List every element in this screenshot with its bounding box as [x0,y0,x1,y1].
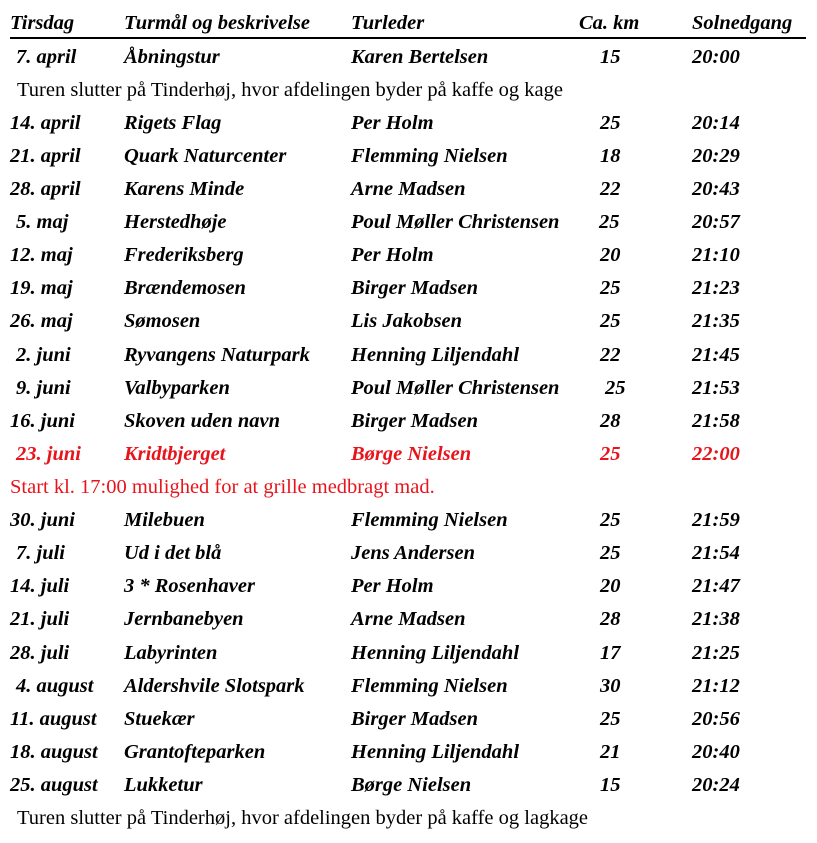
table-row [0,670,817,703]
row-sunset: 21:58 [692,410,740,432]
row-date: 18. august [10,741,98,763]
table-row [0,173,817,206]
row-km: 25 [600,708,621,730]
row-sunset: 21:10 [692,244,740,266]
row-date: 11. august [10,708,97,730]
row-sunset: 21:59 [692,509,740,531]
table-row [0,41,817,74]
row-date: 21. juli [10,608,70,630]
table-row [0,405,817,438]
row-sunset: 20:56 [692,708,740,730]
row-km: 25 [600,509,621,531]
row-date: 12. maj [10,244,73,266]
header-destination: Turmål og beskrivelse [124,12,311,34]
table-row [0,206,817,239]
row-sunset: 20:43 [692,178,740,200]
row-km: 25 [600,277,621,299]
row-km: 25 [600,310,621,332]
row-km: 25 [600,443,621,465]
table-row [0,272,817,305]
row-sunset: 22:00 [692,443,740,465]
row-km: 28 [600,608,621,630]
row-destination: Kridtbjerget [124,443,226,465]
row-km: 25 [600,542,621,564]
row-date: 30. juni [10,509,75,531]
row-leader: Birger Madsen [351,708,479,730]
header-leader: Turleder [351,12,425,34]
table-row [0,537,817,570]
row-sunset: 21:53 [692,377,740,399]
table-row [0,140,817,173]
header-sunset: Solnedgang [692,12,793,34]
table-row [0,339,817,372]
table-header [0,8,817,38]
row-leader: Flemming Nielsen [351,145,508,167]
row-km: 28 [600,410,621,432]
table-row-highlighted [0,438,817,471]
row-km: 30 [600,675,621,697]
table-row [0,239,817,272]
row-destination: Herstedhøje [124,211,227,233]
row-date: 28. april [10,178,81,200]
row-date: 26. maj [10,310,73,332]
row-leader: Arne Madsen [351,608,466,630]
row-date: 14. april [10,112,81,134]
row-km: 17 [600,642,621,664]
row-sunset: 20:40 [692,741,740,763]
row-leader: Jens Andersen [351,542,475,564]
row-km: 22 [600,344,621,366]
row-km: 21 [600,741,621,763]
row-leader: Poul Møller Christensen [351,211,560,233]
row-destination: Milebuen [124,509,205,531]
row-km: 18 [600,145,621,167]
row-destination: Labyrinten [124,642,218,664]
row-destination: Lukketur [124,774,203,796]
table-row [0,703,817,736]
row-destination: Grantofteparken [124,741,266,763]
row-destination: Rigets Flag [124,112,222,134]
row-sunset: 20:57 [692,211,740,233]
row-date: 16. juni [10,410,75,432]
row-date: 2. juni [16,344,71,366]
table-row [0,305,817,338]
row-sunset: 21:35 [692,310,740,332]
row-sunset: 21:38 [692,608,740,630]
row-km: 25 [599,211,620,233]
row-km: 15 [600,46,621,68]
row-leader: Per Holm [351,575,434,597]
row-sunset: 20:29 [692,145,740,167]
midsummer-note: Start kl. 17:00 mulighed for at grille medbragt mad. [10,476,435,498]
row-destination: Karens Minde [124,178,245,200]
table-row [0,769,817,802]
table-row [0,372,817,405]
row-date: 21. april [10,145,81,167]
row-sunset: 21:47 [692,575,740,597]
row-km: 15 [600,774,621,796]
row-leader: Børge Nielsen [351,443,472,465]
row-destination: Ud i det blå [124,542,222,564]
header-km: Ca. km [579,12,640,34]
table-row [0,570,817,603]
closing-note: Turen slutter på Tinderhøj, hvor afdelingen byder på kaffe og lagkage [17,807,589,829]
row-date: 23. juni [16,443,81,465]
row-leader: Henning Liljendahl [351,642,520,664]
row-sunset: 21:23 [692,277,740,299]
row-sunset: 21:54 [692,542,740,564]
row-sunset: 20:24 [692,774,740,796]
row-destination: Aldershvile Slotspark [124,675,305,697]
row-date: 25. august [10,774,98,796]
row-leader: Henning Liljendahl [351,344,520,366]
row-destination: Stuekær [124,708,195,730]
row-date: 4. august [16,675,94,697]
header-divider [10,37,806,39]
row-destination: Skoven uden navn [124,410,281,432]
row-leader: Arne Madsen [351,178,466,200]
row-date: 14. juli [10,575,70,597]
row-km: 20 [600,575,621,597]
row-km: 25 [605,377,626,399]
row-leader: Birger Madsen [351,410,479,432]
row-date: 5. maj [16,211,69,233]
row-destination: Sømosen [124,310,201,332]
row-sunset: 21:12 [692,675,740,697]
row-date: 7. juli [16,542,65,564]
row-leader: Per Holm [351,112,434,134]
table-row [0,736,817,769]
opening-note: Turen slutter på Tinderhøj, hvor afdelingen byder på kaffe og kage [17,79,563,101]
row-destination: 3 * Rosenhaver [124,575,255,597]
row-km: 20 [600,244,621,266]
row-leader: Birger Madsen [351,277,479,299]
row-date: 19. maj [10,277,73,299]
row-leader: Børge Nielsen [351,774,472,796]
row-km: 22 [600,178,621,200]
row-date: 7. april [16,46,77,68]
table-row [0,637,817,670]
row-destination: Valbyparken [124,377,230,399]
row-sunset: 20:00 [692,46,740,68]
row-destination: Jernbanebyen [124,608,244,630]
table-row [0,603,817,636]
table-row [0,107,817,140]
row-leader: Poul Møller Christensen [351,377,560,399]
row-leader: Flemming Nielsen [351,509,508,531]
row-sunset: 21:45 [692,344,740,366]
row-leader: Lis Jakobsen [351,310,463,332]
row-km: 25 [600,112,621,134]
row-destination: Ryvangens Naturpark [124,344,310,366]
row-date: 28. juli [10,642,70,664]
table-row [0,504,817,537]
row-sunset: 20:14 [692,112,740,134]
row-destination: Frederiksberg [124,244,244,266]
row-destination: Brændemosen [124,277,246,299]
header-day: Tirsdag [10,12,75,34]
row-sunset: 21:25 [692,642,740,664]
row-date: 9. juni [16,377,71,399]
row-leader: Karen Bertelsen [351,46,489,68]
row-destination: Åbningstur [124,46,220,68]
row-destination: Quark Naturcenter [124,145,287,167]
row-leader: Flemming Nielsen [351,675,508,697]
row-leader: Per Holm [351,244,434,266]
row-leader: Henning Liljendahl [351,741,520,763]
